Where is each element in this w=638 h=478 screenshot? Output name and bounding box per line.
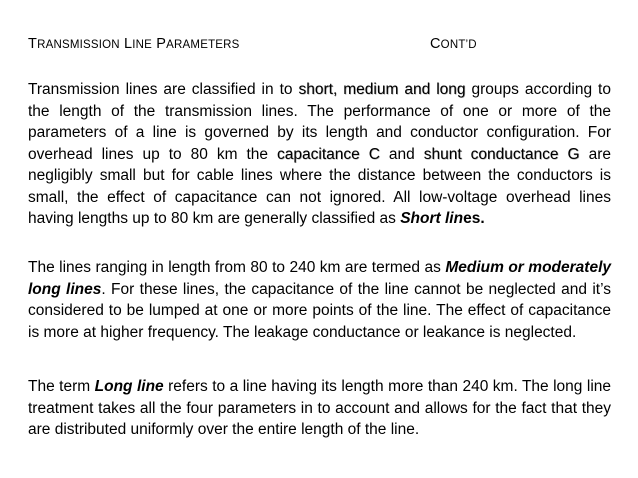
title-text	[28, 36, 240, 52]
p3-emphasis-long-line: Long line	[94, 378, 164, 395]
p1-highlight-conductance: shunt conductance G	[423, 145, 580, 163]
slide-title	[28, 36, 618, 56]
title-word-3-cap: P	[156, 36, 167, 52]
p2-emphasis-medium-lines: Medium or moderately long lines	[28, 259, 611, 298]
p1-text-4: are negligibly small but for cable lines where the distance between the conductors is small, the effect of capacitance can not ignored. All low-voltage overhead lines having lengths up to 80 km are generally classified as	[28, 145, 611, 227]
contd-cap: C	[430, 36, 441, 52]
contd-rest: ONT’D	[440, 39, 477, 51]
p2-text-2: . For these lines, the capacitance of the line cannot be neglected and it’s considered to be lumped at one or more points of the line. The effect of capacitance is more at higher frequency. The leakage conductance or leakance is neglected.	[28, 280, 611, 341]
p1-text-2: groups according to the length of the transmission lines. The performance of one or more of the parameters of a line is governed by its length and conductor configuration. For overhead lines up to 80 km the	[28, 81, 611, 163]
p1-text-3: and	[379, 145, 424, 163]
title-word-1-rest: RANSMISSION	[37, 39, 120, 51]
title-word-1-cap: T	[28, 36, 38, 52]
p1-period: .	[480, 210, 485, 227]
p2-text-1: The lines ranging in length from 80 to 240 km are termed as	[28, 259, 446, 276]
paragraph-classification	[28, 79, 611, 230]
p1-highlight-capacitance: capacitance C	[277, 145, 380, 163]
paragraph-long-lines	[28, 376, 611, 441]
title-word-2-rest: INE	[132, 39, 153, 51]
p1-emphasis-short-lines-end: es	[463, 210, 481, 227]
p3-text-1: The term	[28, 378, 95, 395]
p1-highlight-groups: short, medium and long	[298, 81, 466, 98]
paragraph-medium-lines	[28, 257, 611, 343]
p3-text-2: refers to a line having its length more than 240 km. The long line treatment takes all the four parameters in to account and allows for the fact that they are distributed uniformly over the entire length of the line.	[28, 378, 611, 438]
p1-text-1: Transmission lines are classified in to	[28, 81, 299, 98]
contd-label	[430, 36, 477, 52]
title-word-2-cap: L	[124, 36, 133, 52]
p1-emphasis-short-lines: Short lin	[400, 210, 464, 227]
title-word-3-rest: ARAMETERS	[166, 39, 240, 51]
